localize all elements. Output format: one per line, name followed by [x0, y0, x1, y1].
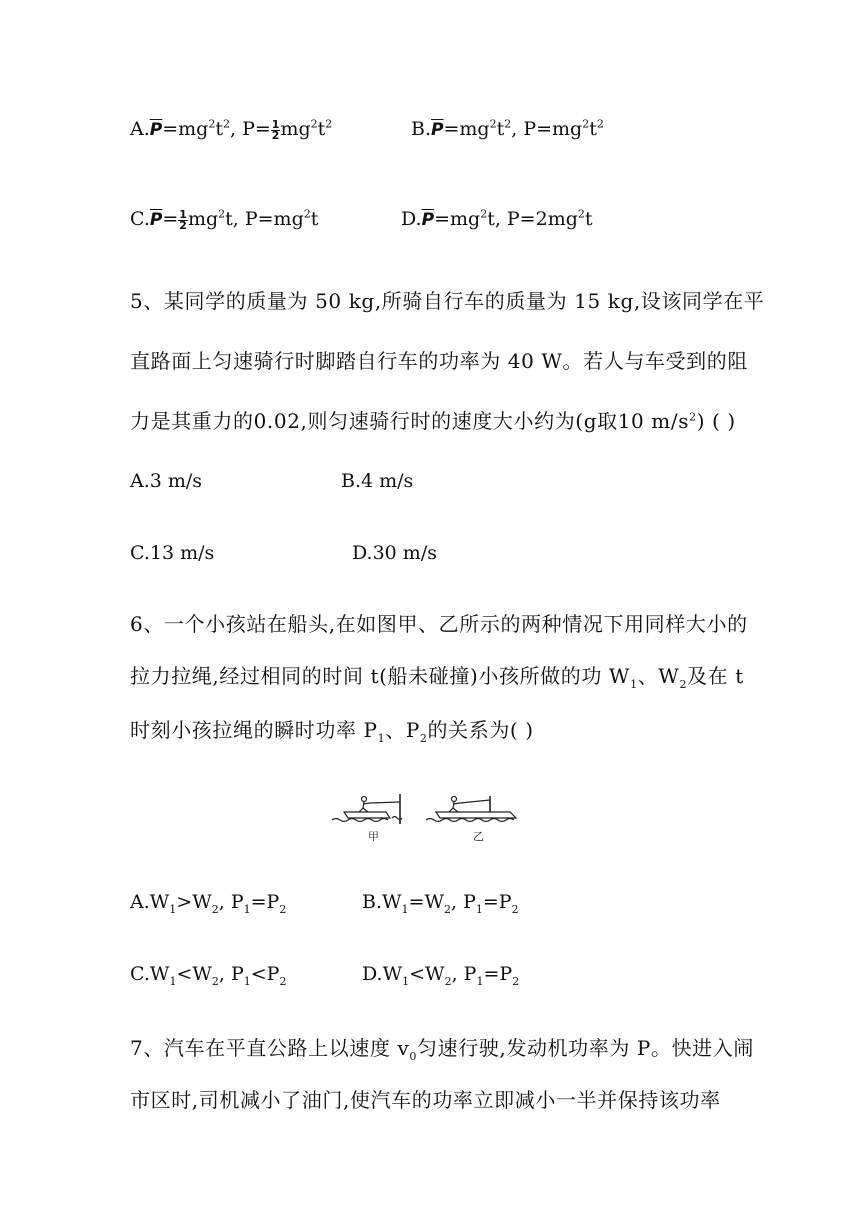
- q6-option-c: $C.W_1<W_2$, $P_1<P_2$: [130, 963, 287, 988]
- q5-line-1: 5、某同学的质量为 50 kg,所骑自行车的质量为 15 kg,设该同学在平: [130, 289, 765, 313]
- fraction-half: $\frac{1}{2}$: [271, 117, 280, 142]
- q5-line-3: 力是其重力的0.02,则匀速骑行时的速度大小约为(g取10 $m/s^2$) ( ): [130, 409, 736, 433]
- figure-label-jia: 甲: [368, 830, 379, 843]
- q6-line-1: 6、一个小孩站在船头,在如图甲、乙所示的两种情况下用同样大小的: [130, 612, 748, 636]
- q5-line-2: 直路面上匀速骑行时脚踏自行车的功率为 40 W。若人与车受到的阻: [130, 349, 748, 373]
- figure-label-yi: 乙: [473, 830, 484, 843]
- boats-figure: [330, 788, 526, 848]
- q5-option-b: B.4 m/s: [341, 470, 414, 492]
- q6-option-b: $B.W_1=W_2$, $P_1=P_2$: [362, 891, 519, 916]
- fraction-half: $\frac{1}{2}$: [179, 207, 187, 232]
- q5-option-d: D.30 m/s: [352, 542, 437, 564]
- q4-option-a: $A.\overline{P}=mg^2t^2$, P= $\frac{1}{2}$ $mg^2t^2$: [130, 117, 333, 142]
- q4-option-d: $D.\overline{P}=mg^2t$, $P=2mg^2t$: [401, 207, 593, 230]
- q7-line-1: 7、汽车在平直公路上以速度 $v_0$匀速行驶,发动机功率为 P。快进入闹: [130, 1036, 754, 1063]
- q5-option-c: C.13 m/s: [130, 542, 215, 564]
- q7-line-2: 市区时,司机减小了油门,使汽车的功率立即减小一半并保持该功率: [130, 1088, 721, 1112]
- q6-line-3: 时刻小孩拉绳的瞬时功率 $P_1$、$P_2$的关系为( ): [130, 718, 534, 745]
- q6-option-a: $A.W_1>W_2$, $P_1=P_2$: [130, 891, 287, 916]
- q4-option-b: $B.\overline{P}=mg^2t^2$, $P=mg^2t^2$: [411, 117, 604, 140]
- q4-option-c: $C.\overline{P}=$ $\frac{1}{2}$ $mg^2t$, $P=mg^2t$: [130, 207, 319, 232]
- q6-option-d: $D.W_1<W_2$, $P_1=P_2$: [362, 963, 520, 988]
- q5-option-a: A.3 m/s: [130, 470, 203, 492]
- q6-line-2: 拉力拉绳,经过相同的时间 t(船未碰撞)小孩所做的功 $W_1$、$W_2$及在 t: [130, 664, 744, 691]
